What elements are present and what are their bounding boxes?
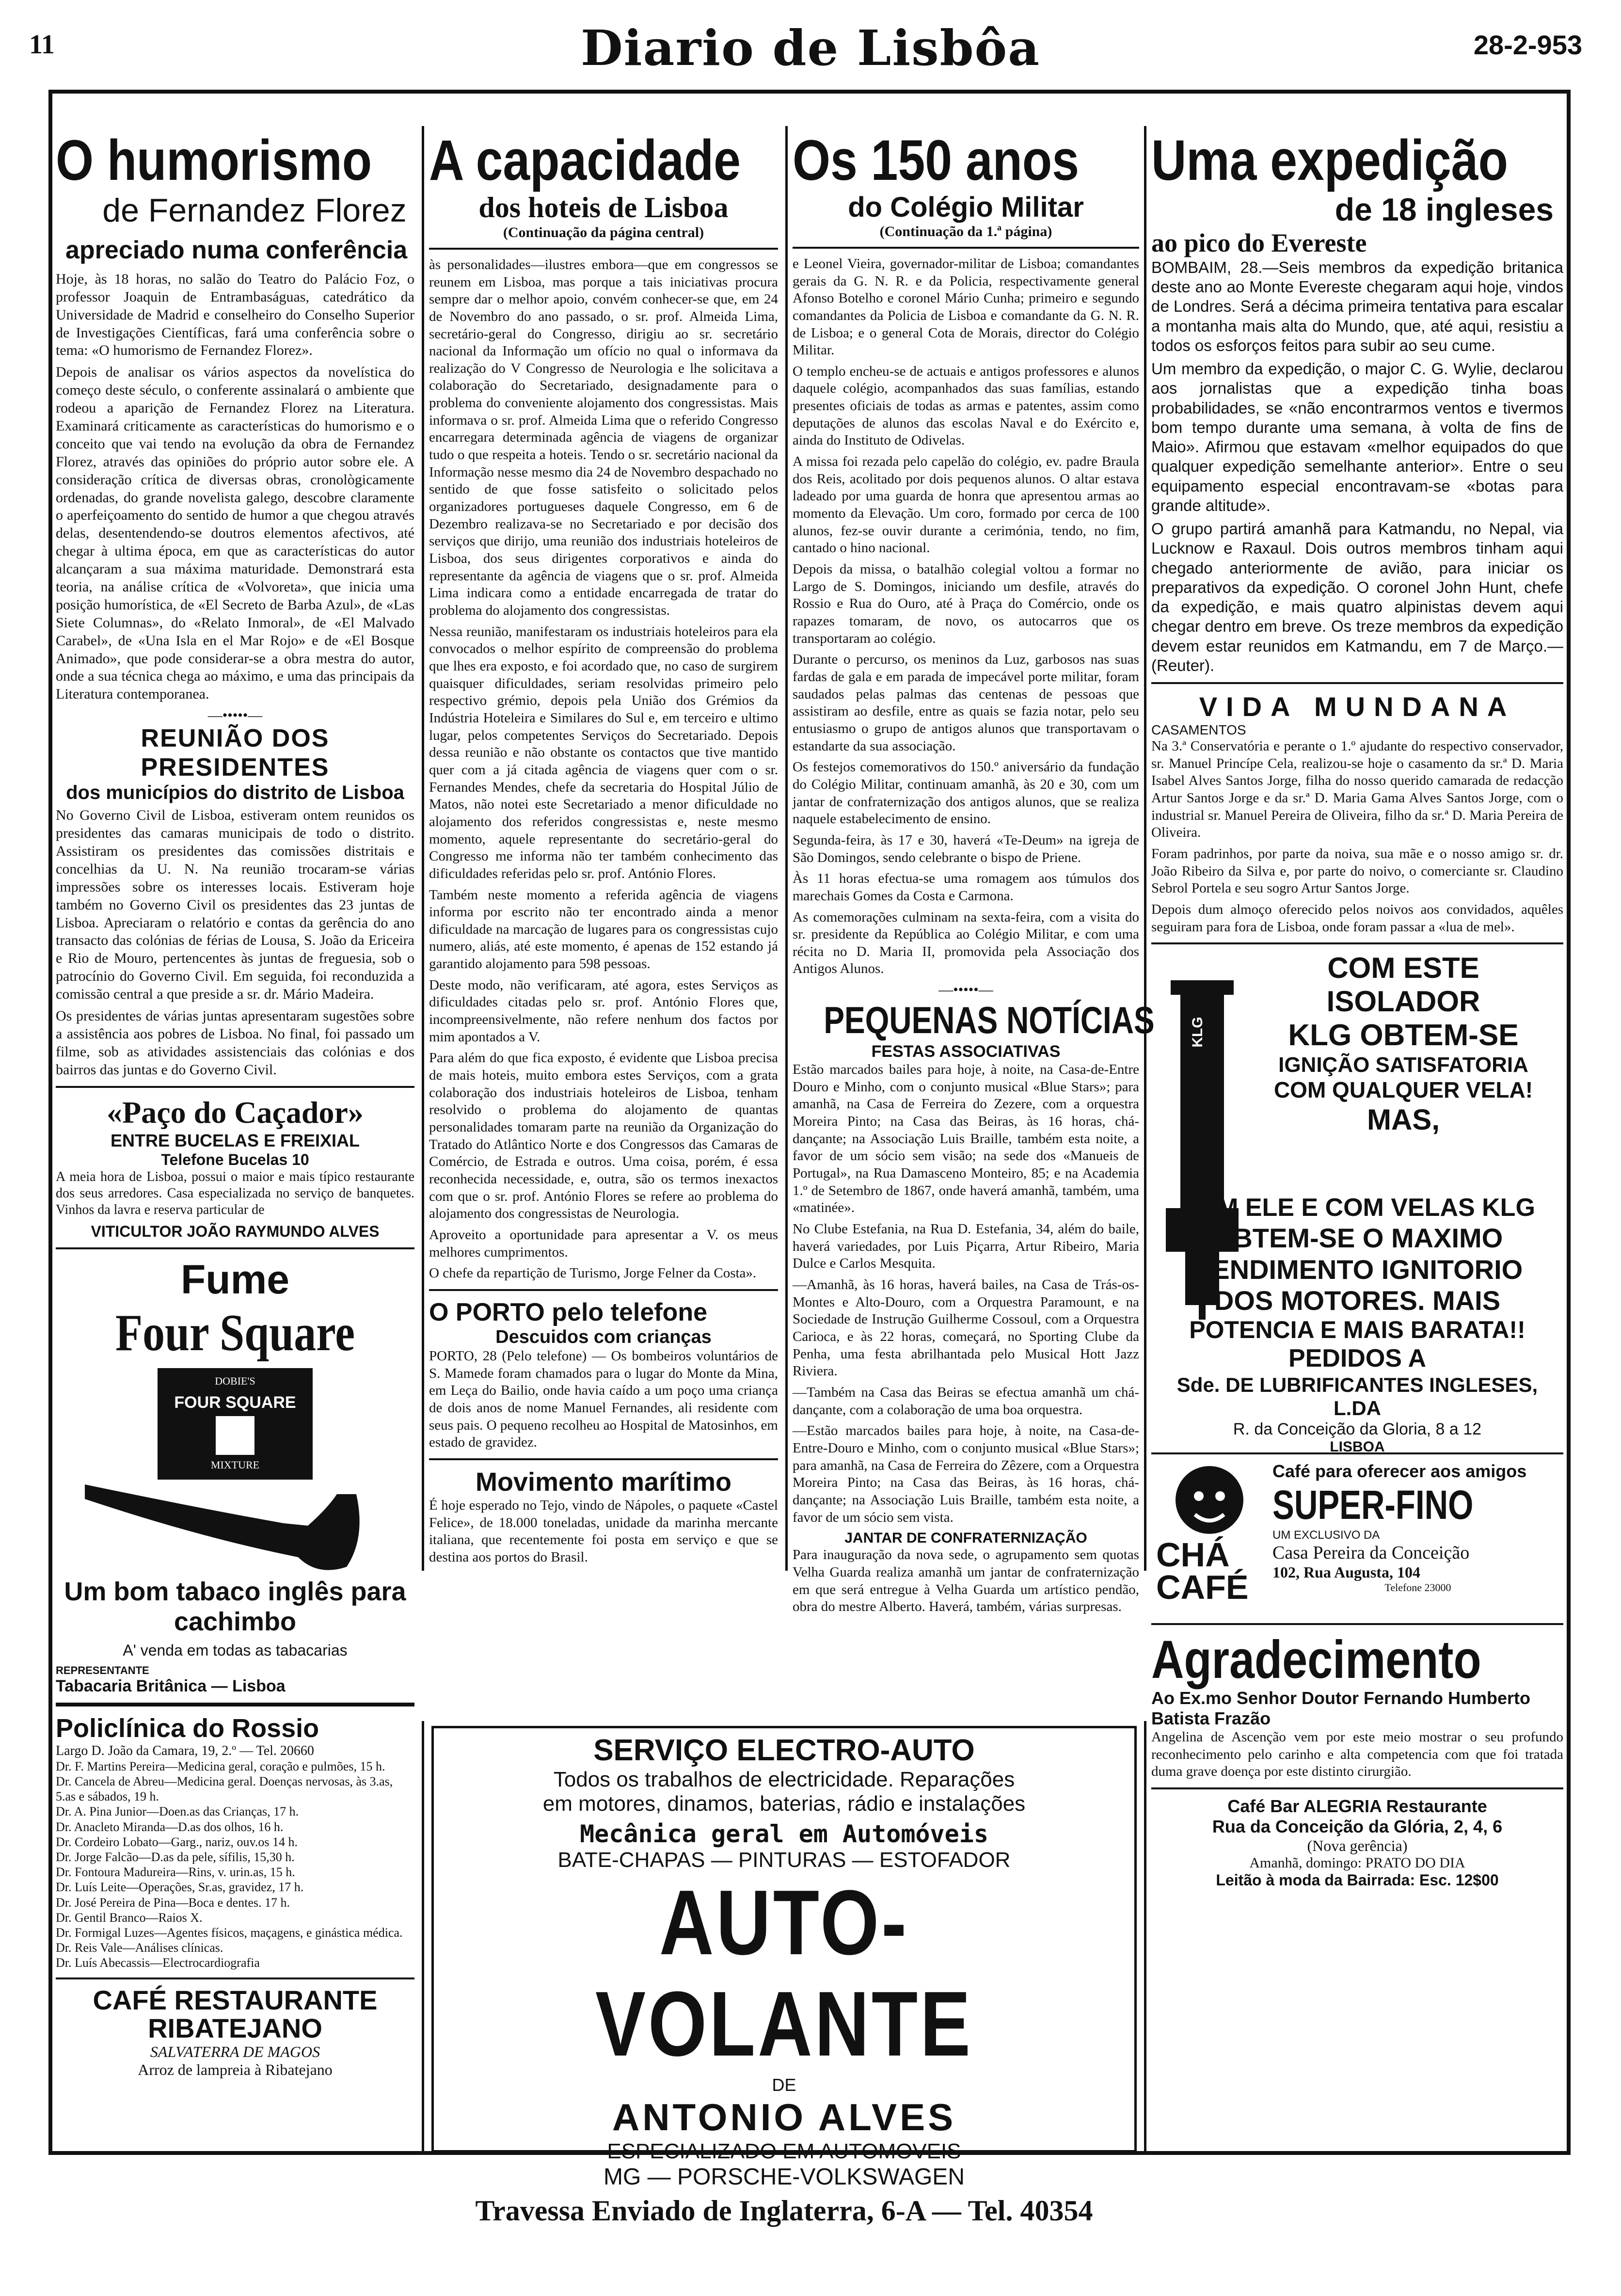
divider-ornament: —•••••—: [938, 982, 993, 998]
klg-line: MAS,: [1367, 1103, 1440, 1136]
klg-line: COM QUALQUER VELA!: [1273, 1077, 1533, 1103]
colegio-paragraph: e Leonel Vieira, governador-militar de Lisboa; comandantes gerais da G. N. R. e da Policia, respectivamente general Afonso Botelho e coronel Mário Cunha; primeiro e segundo comandantes da Policia de Lisboa e comandante da G. N. R. de Lisboa; e o general Cota de Morais, director do Colégio Militar.: [793, 255, 1139, 358]
reuniao-headline: REUNIÃO DOS PRESIDENTES: [141, 724, 330, 782]
capacidade-paragraph: O chefe da repartição de Turismo, Jorge Felner da Costa».: [429, 1265, 757, 1281]
alegria-ad: [1151, 1796, 1563, 1889]
colegio-headline: Os 150 anos: [793, 128, 1079, 192]
cafe-text: CAFÉ: [1156, 1568, 1249, 1606]
klg-line: COM ELE E COM VELAS KLG: [1179, 1194, 1535, 1222]
humorismo-kicker: apreciado numa conferência: [65, 236, 408, 265]
four-square-rep-label: REPRESENTANTE: [56, 1664, 149, 1676]
column-rule: [1144, 1721, 1146, 2152]
doctor-entry: Dr. Luís Leite—Operações, Sr.as, gravidez, 17 h.: [56, 1880, 304, 1895]
policlinica-address: Largo D. João da Camara, 19, 2.º — Tel. 20660: [56, 1743, 314, 1758]
tin-label-top: DOBIE'S: [215, 1374, 255, 1387]
pequenas-headline: PEQUENAS NOTÍCIAS: [824, 999, 1155, 1042]
expedicao-kicker: ao pico do Evereste: [1151, 228, 1367, 257]
divider: [56, 1086, 414, 1088]
doctor-entry: Dr. Luís Abecassis—Electrocardiografia: [56, 1956, 260, 1970]
superfino-copy: [1272, 1461, 1563, 1594]
colegio-paragraph: A missa foi rezada pelo capelão do colégio, ev. padre Braula dos Reis, acolitado por dois pequenos alunos. O altar estava ladeado por uma guarda de honra que apresentou armas ao momento da Elevação. Um coro, formado por cerca de 100 alunos, fez-se ouvir durante a cerimónia, tendo, no fim, cantado o hino nacional.: [793, 454, 1139, 556]
colegio-paragraph: As comemorações culminam na sexta-feira, com a visita do sr. presidente da República ao Colégio Militar, e com uma récita no D. Maria II, promovida pela Associação dos Antigos Alunos.: [793, 909, 1139, 977]
doctor-entry: Dr. F. Martins Pereira—Medicina geral, coração e pulmões, 15 h.: [56, 1759, 385, 1773]
capacidade-paragraph: às personalidades—ilustres embora—que em congressos se reunem em Lisboa, mas porque a tais iniciativas procura sempre dar o melhor apoio, convém conhecer-se que, em 24 de Novembro do ano passado, o sr. prof. Almeida Lima, secretário-geral do Congresso, dirigiu ao sr. secretário nacional da Informação um ofício no qual o informava da realização do V Congresso de Neurologia e lhe solicitava a colaboração do Secretariado, designadamente para o problema do conveniente alojamento dos congressistas. Mais informava o sr. prof. Almeida Lima que o referido Congresso encarregara determinada agência de viagens de organizar tudo o que respeita a hoteis. Tendo o sr. secretário nacional da Informação nesse mesmo dia 24 de Novembro despachado no sentido de que fosse satisfeito o solicitado pelos organizadores portugueses daquele Congresso, em 6 de Dezembro realizava-se no Secretariado e por decisão dos serviços que dirijo, uma reunião dos industriais hoteleiros de Lisboa, dos seus dirigentes corporativos e ainda do representante da agência de viagens que o sr. prof. Almeida Lima indicara como a entidade encarregada de tratar do problema do alojamento dos congressistas.: [429, 256, 778, 619]
divider: [429, 1289, 778, 1291]
pequenas-paragraph: Para inauguração da nova sede, o agrupamento sem quotas Velha Guarda realiza amanhã um jantar de confraternização em que será entregue à Velha Guarda um artístico pendão, obra do mestre Alberto. Haverá, também, várias surpresas.: [793, 1547, 1139, 1615]
four-square-sale: A' venda em todas as tabacarias: [123, 1641, 348, 1659]
ribatejano-title: RIBATEJANO: [148, 2013, 322, 2044]
auto-line: BATE-CHAPAS — PINTURAS — ESTOFADOR: [557, 1848, 1011, 1872]
colegio-subhead: do Colégio Militar: [848, 191, 1084, 223]
auto-line: ESPECIALIZADO EM AUTOMOVEIS: [607, 2139, 961, 2163]
divider: [56, 1247, 414, 1249]
doctor-entry: Dr. José Pereira de Pina—Boca e dentes. 17 h.: [56, 1895, 290, 1910]
auto-line: DE: [772, 2075, 796, 2095]
paco-title: «Paço do Caçador»: [107, 1095, 364, 1130]
porto-headline: O PORTO pelo telefone: [429, 1298, 708, 1326]
porto-subhead: Descuidos com crianças: [495, 1326, 712, 1347]
klg-line: KLG OBTEM-SE: [1288, 1019, 1519, 1052]
colegio-paragraph: O templo encheu-se de actuais e antigos professores e alunos daquele colégio, acompanhados das suas famílias, estando presentes oficiais de todas as armas e patentes, assim como deputações de alunos das escolas Naval e do Exército e, ainda do Instituto de Odivelas.: [793, 363, 1139, 448]
paco-text: A meia hora de Lisboa, possui o maior e mais típico restaurante dos seus arredores. Casa especializada no serviço de banquetes. Vinhos da lavra e reserva particular de: [56, 1169, 414, 1218]
tin-label-mid: FOUR SQUARE: [174, 1393, 296, 1412]
auto-volante-ad: [431, 1726, 1137, 2227]
masthead: [0, 19, 1621, 77]
klg-line: LISBOA: [1330, 1439, 1385, 1455]
auto-line: Mecânica geral em Automóveis: [580, 1820, 988, 1848]
doctor-entry: Dr. A. Pina Junior—Doen.as das Crianças, 17 h.: [56, 1804, 299, 1819]
column-3: [793, 128, 1155, 1620]
alegria-line: Café Bar ALEGRIA Restaurante: [1227, 1796, 1487, 1816]
divider: [56, 1703, 414, 1706]
paco-line: ENTRE BUCELAS E FREIXIAL: [110, 1130, 360, 1150]
vida-paragraph: Depois dum almoço oferecido pelos noivos aos convidados, aquêles seguiram para fora de Lisboa, onde foram passar a «lua de mel».: [1151, 902, 1563, 935]
capacidade-paragraph: Aproveito a oportunidade para apresentar a V. os meus melhores cumprimentos.: [429, 1227, 778, 1260]
expedicao-paragraph: Um membro da expedição, o major C. G. Wylie, declarou aos jornalistas que a expedição tinha boas probabilidades, se «não encontrarmos ventos e tivermos bom tempo durante uma semana, à volta de fins de Maio». Afirmou que estavam «melhor equipados do que qualquer expedição semelhante anterior». Entre o seu equipamento especial encontravam-se «botas para grande altitude».: [1151, 360, 1563, 514]
humorismo-subhead: de Fernandez Florez: [102, 191, 407, 229]
auto-line: ANTONIO ALVES: [612, 2096, 956, 2138]
klg-line: PEDIDOS A: [1288, 1344, 1427, 1372]
four-square-rep: Tabacaria Britânica — Lisboa: [56, 1676, 286, 1695]
column-4: [1151, 128, 1563, 1889]
maritimo-paragraph: É hoje esperado no Tejo, vindo de Nápoles, o paquete «Castel Felice», de 18.000 toneladas, unidade da marinha mercante italiana, que recentemente foi posta em serviço e que se destina aos portos do Brasil.: [429, 1497, 778, 1565]
paco-phone: Telefone Bucelas 10: [161, 1150, 309, 1168]
expedicao-subhead: de 18 ingleses: [1335, 191, 1554, 227]
doctor-entry: Dr. Fontoura Madureira—Rins, v. urin.as, 15 h.: [56, 1865, 295, 1880]
humorismo-paragraph: Hoje, às 18 horas, no salão do Teatro do Palácio Foz, o professor Joaquin de Entrambaságuas, catedrático da Universidade de Madrid e conselheiro do Conselho Superior de Investigações Científicas, fará uma conferência sobre o tema: «O humorismo de Fernandez Florez».: [56, 271, 414, 359]
pequenas-paragraph: No Clube Estefania, na Rua D. Estefania, 34, além do baile, haverá variedades, por Luis Piçarra, Artur Ribeiro, Maria Dulce e Carlos Mesquita.: [793, 1221, 1139, 1272]
alegria-line: Leitão à moda da Bairrada: Esc. 12$00: [1216, 1871, 1499, 1889]
vida-paragraph: Foram padrinhos, por parte da noiva, sua mãe e o nosso amigo sr. dr. João Ribeiro da Silva e, por parte do noivo, o comerciante sr. Claudino Sebrol Portela e seu sogro Artur Santos Jorge.: [1151, 846, 1563, 896]
doctor-entry: Dr. Gentil Branco—Raios X.: [56, 1910, 203, 1925]
divider: [793, 247, 1139, 249]
reuniao-paragraph: No Governo Civil de Lisboa, estiveram ontem reunidos os presidentes das camaras municipais de todo o distrito. Assistiram os presidentes das comissões distritais e concelhias da U. N. Na reunião trocaram-se várias impressões sobre os interesses locais. Estiveram hoje também no Governo Civil os presidentes das 23 juntas de Lisboa. Apreciaram o relatório e contas da gerência do ano transacto das colónias de férias de Lousa, S. João da Ericeira e Rio de Mouro, pertencentes às juntas de freguesia, sob o patrocínio do Governo Civil. Em seguida, foi reconduzida a comissão central a que preside a sr. dr. Mário Madeira.: [56, 807, 414, 1003]
auto-line: SERVIÇO ELECTRO-AUTO: [593, 1734, 975, 1767]
divider-ornament: —•••••—: [207, 707, 263, 724]
klg-line: POTENCIA E MAIS BARATA!!: [1189, 1316, 1526, 1344]
colegio-paragraph: Segunda-feira, às 17 e 30, haverá «Te-Deum» na igreja de São Domingos, sendo celebrante o bispo de Priene.: [793, 832, 1139, 865]
auto-line: em motores, dinamos, baterias, rádio e instalações: [542, 1792, 1026, 1816]
agradecimento-headline: Agradecimento: [1151, 1630, 1481, 1690]
klg-line: Sde. DE LUBRIFICANTES INGLESES, L.DA: [1176, 1373, 1538, 1419]
superfino-shop: Casa Pereira da Conceição: [1272, 1543, 1470, 1563]
superfino-addr: 102, Rua Augusta, 104: [1272, 1563, 1420, 1581]
agradecimento-to: Ao Ex.mo Senhor Doutor Fernando Humberto Batista Frazão: [1151, 1688, 1531, 1728]
alegria-line: Amanhã, domingo: PRATO DO DIA: [1249, 1854, 1465, 1871]
agradecimento-paragraph: Angelina de Ascenção vem por este meio mostrar o seu profundo reconhecimento pelo carinho e alta competencia com que foi tratada duma grave doença por este distinto cirurgião.: [1151, 1729, 1563, 1780]
vida-section: CASAMENTOS: [1151, 722, 1246, 738]
alegria-line: Rua da Conceição da Glória, 2, 4, 6: [1212, 1816, 1503, 1836]
column-rule: [1144, 126, 1146, 1571]
policlinica-title: Policlínica do Rossio: [56, 1713, 319, 1743]
capacidade-paragraph: Deste modo, não verificaram, até agora, estes Serviços as dificuldades citadas pelo sr. prof. António Flores que, incompreensivelmente, não refere nenhum dos factos por mim apontados a V.: [429, 977, 778, 1045]
klg-line: ISOLADOR: [1326, 985, 1480, 1018]
expedicao-headline: Uma expedição: [1151, 128, 1508, 192]
plug-label: KLG: [1190, 1017, 1206, 1048]
ribatejano-title: CAFÉ RESTAURANTE: [93, 1984, 378, 2015]
pequenas-paragraph: —Estão marcados bailes para hoje, à noite, na Casa-de-Entre-Douro e Minho, com o conjunto musical «Blue Stars»; para amanhã, na Casa de Ferreira do Zêzere, com a Orquestra Moreira Pinto; na Casa das Beiras, às 16 horas, chá-dançante; na Associação Luis Braille, também esta noite, a favor de um sócio sem vista.: [793, 1423, 1139, 1525]
divider: [56, 1977, 414, 1979]
superfino-excl: UM EXCLUSIVO DA: [1272, 1529, 1380, 1542]
vida-paragraph: Na 3.ª Conservatória e perante o 1.º ajudante do respectivo conservador, sr. Manuel Princípe Cela, realizou-se hoje o casamento da sr.ª D. Maria Isabel Alves Santos Jorge, filha do nosso querido camarada de redacção Artur Santos Jorge e da sr.ª D. Maria Gama Alves Santos Jorge, com o industrial sr. Manuel Pereira de Oliveira, filho da sr.ª D. Maria Pereira de Oliveira.: [1151, 738, 1563, 841]
klg-line: IGNIÇÃO SATISFATORIA: [1278, 1052, 1528, 1077]
klg-line: COM ESTE: [1327, 952, 1479, 985]
divider: [1151, 682, 1563, 684]
alegria-line: (Nova gerência): [1307, 1836, 1408, 1854]
column-1: [56, 128, 414, 2079]
policlinica-ad: [56, 1713, 414, 1971]
column-rule: [422, 1721, 424, 2152]
auto-volante-brand: AUTO-VOLANTE: [595, 1871, 973, 2075]
colegio-paragraph: Os festejos comemorativos do 150.º aniversário da fundação do Colégio Militar, continuam amanhã, às 20 e 30, com um jantar de confraternização dos antigos alunos, que se realiza naquele estabelecimento de ensino.: [793, 759, 1139, 827]
doctor-entry: Dr. Jorge Falcão—D.as da pele, sífilis, 15,30 h.: [56, 1850, 295, 1865]
klg-line: RENDIMENTO IGNITORIO: [1192, 1254, 1523, 1285]
column-2: [429, 128, 778, 1570]
cha-cafe-logo: [1156, 1536, 1249, 1606]
capacidade-paragraph: Nessa reunião, manifestaram os industriais hoteleiros para ela convocados o melhor espírito de compreensão do problema que lhes era exposto, e foi acordado que, no caso de surgirem quaisquer dificuldades, seriam resolvidas primeiro pelo respectivo grémio, depois pela União dos Grémios da Indústria Hoteleira e Similares do Sul e, em terceiro e ultimo lugar, pelos competentes Serviços do Secretariado. Depois dessa reunião e não obstante os contactos que tive mantido quer com a já citada agência de viagens quer com o sr. Fernandes Mendes, chefe da secretaria do Hospital Júlio de Matos, não notei este Secretariado a menor dificuldade no alojamento dos referidos congressistas e, neste mesmo momento, aquele representante do secretário-geral do Congresso me informa não ter também conhecimento das dificuldades referidas pelo sr. prof. António Flores.: [429, 623, 778, 881]
reuniao-subhead: dos municípios do distrito de Lisboa: [66, 782, 404, 804]
four-square-ad: [56, 1256, 414, 1696]
divider: [1151, 1623, 1563, 1625]
divider: [1151, 1787, 1563, 1789]
column-rule: [422, 126, 424, 1571]
four-square-brand: Four Square: [115, 1304, 355, 1362]
superfino-tel: Telefone 23000: [1384, 1581, 1451, 1594]
maritimo-headline: Movimento marítimo: [475, 1467, 732, 1497]
doctor-entry: Dr. Formigal Luzes—Agentes físicos, maçagens, e ginástica médica.: [56, 1925, 403, 1940]
capacidade-cont: (Continuação da página central): [503, 224, 704, 240]
reuniao-paragraph: Os presidentes de várias juntas apresentaram sugestões sobre a assistência aos pobres de Lisboa. No final, foi passado um filme, sob as atividades assistenciais das colónias e dos bairros das juntas e do Governo Civil.: [56, 1008, 414, 1078]
pequenas-subhead: FESTAS ASSOCIATIVAS: [871, 1042, 1061, 1061]
cha-text: CHÁ: [1156, 1536, 1230, 1574]
klg-line: DOS MOTORES. MAIS: [1214, 1285, 1501, 1316]
colegio-cont: (Continuação da 1.ª página): [879, 223, 1052, 239]
doctor-entry: Dr. Reis Vale—Análises clínicas.: [56, 1941, 223, 1955]
tin-label-bottom: MIXTURE: [210, 1458, 260, 1471]
doctor-list: [56, 1759, 414, 1971]
column-rule: [785, 126, 788, 1571]
cafe-ribatejano-ad: [56, 1986, 414, 2079]
pipe-illustration: [56, 1363, 414, 1577]
pequenas-paragraph: —Amanhã, às 16 horas, haverá bailes, na Casa de Trás-os-Montes e Alto-Douro, com a Orquestra Paramount, e na Sociedade de Instrução Guilherme Cossoul, com a Orquestra Carioca, e às 22 horas, começará, no Sporting Clube da Penha, uma festa abrilhantada pelo Musical Hott Jazz Riviera.: [793, 1277, 1139, 1379]
divider: [429, 248, 778, 250]
divider: [429, 1458, 778, 1460]
paco-owner: VITICULTOR JOÃO RAYMUNDO ALVES: [91, 1222, 380, 1240]
colegio-paragraph: Às 11 horas efectua-se uma romagem aos túmulos dos marechais Gomes da Costa e Carmona.: [793, 871, 1139, 904]
humorismo-headline: O humorismo: [56, 128, 372, 192]
doctor-entry: Dr. Anacleto Miranda—D.as dos olhos, 16 h.: [56, 1819, 284, 1834]
expedicao-paragraph: BOMBAIM, 28.—Seis membros da expedição britanica deste ano ao Monte Evereste chegaram aqui hoje, vindos de Londres. Será a décima primeira tentativa para escalar a montanha mais alta do Mundo, que, até aqui, resistiu a todos os esforços feitos para subir ao seu cume.: [1151, 258, 1563, 354]
klg-copy-lower: [1151, 1194, 1563, 1455]
pequenas-paragraph: Estão marcados bailes para hoje, à noite, na Casa-de-Entre Douro e Minho, com o conjunto musical «Blue Stars»; para amanhã, na Casa de Ferreira do Zezere, com a orquestra Moreira Pinto; na Casa das Beiras, às 16 horas, chá-dançante; na Associação Luis Braille, também esta noite, a favor de um sócio sem visão; na sede dos «Manueis de Portugal», na Rua Damasceno Monteiro, 85; e na Academia 1.º de Setembro de 1867, onde haverá amanhã, também, uma «matinée».: [793, 1062, 1139, 1216]
vida-headline: VIDA MUNDANA: [1199, 691, 1516, 722]
porto-paragraph: PORTO, 28 (Pelo telefone) — Os bombeiros voluntários de S. Mamede foram chamados para o lugar do Monte da Mina, em Leça do Bailio, onde havia caído a um poço uma criança de dois anos de nome Manuel Fernandes, ali residente com seus pais. O pequeno recolheu ao Hospital de Matosinhos, em estado de gravidez.: [429, 1348, 778, 1451]
superfino-ad: [1151, 1461, 1563, 1616]
capacidade-paragraph: Para além do que fica exposto, é evidente que Lisboa precisa de mais hoteis, muito embora estes Serviços, com a grata colaboração dos industriais hoteleiros de Lisboa, tenham resolvido o problema do alojamento de quantas personalidades tomaram parte na reunião da Organização do Tratado do Atlântico Norte e dos Congressos das Camaras de Comércio, de Estrada e outros. Uma coisa, porém, é essa reconhecida necessidade, e, outra, são os termos inexactos com que o sr. prof. António Flores se refere ao problema do alojamento dos congressistas de Neurologia.: [429, 1050, 778, 1222]
superfino-top: Café para oferecer aos amigos: [1272, 1461, 1527, 1482]
pipe-icon: [56, 1363, 414, 1577]
pequenas-paragraph: —Também na Casa das Beiras se efectua amanhã um chá-dançante, com a colaboração de uma boa orquestra.: [793, 1384, 1139, 1418]
auto-line: MG — PORSCHE-VOLKSWAGEN: [604, 2164, 965, 2190]
capacidade-headline: A capacidade: [429, 128, 741, 192]
paco-ad: [56, 1095, 414, 1241]
auto-line: Travessa Enviado de Inglaterra, 6-A — Tel. 40354: [475, 2195, 1093, 2227]
doctor-entry: Dr. Cancela de Abreu—Medicina geral. Doenças nervosas, às 3.as, 5.as e sábados, 19 h.: [56, 1774, 393, 1804]
klg-line: R. da Conceição da Gloria, 8 a 12: [1233, 1420, 1482, 1439]
ribatejano-place: SALVATERRA DE MAGOS: [150, 2043, 320, 2061]
four-square-tagline: Um bom tabaco inglês para cachimbo: [64, 1577, 406, 1636]
doctor-entry: Dr. Cordeiro Lobato—Garg., nariz, ouv.os 14 h.: [56, 1834, 298, 1849]
klg-line: OBTEM-SE O MAXIMO: [1211, 1223, 1503, 1254]
jantar-title: JANTAR DE CONFRATERNIZAÇÃO: [844, 1530, 1087, 1547]
humorismo-paragraph: Depois de analisar os vários aspectos da novelística do começo deste século, o conferente assinalará o ambiente que rodeou a aparição de Fernandez Florez na Literatura. Examinará criticamente as características do humorismo e o conceito que vai tendo na evolução da obra de Fernandez Florez, através das opiniões do próprio autor sobre ele. A consideração crítica de diversas obras, cronològicamente ordenadas, do grande novelista galego, descobre claramente o aperfeiçoamento do sentido de humor a que chegou através delas, desentendendo-se doutros elementos afectivos, até chegar à ultima época, em que as características do autor alcançaram a sua máxima maturidade. Demonstrará esta teoria, na análise crítica de «Volvoreta», que inicia uma posição humorística, de «El Secreto de Barba Azul», de «Las Siete Columnas», do «Relato Inmoral», de «El Malvado Carabel», de «Una Isla en el Mar Rojo» e de «El Bosque Animado», que pode considerar-se a obra mestra do autor, onde a sua técnica chega ao máximo, e uma das principais da Literatura contemporanea.: [56, 364, 414, 702]
capacidade-subhead: dos hoteis de Lisboa: [478, 191, 729, 223]
four-square-fume: Fume: [180, 1256, 290, 1302]
capacidade-paragraph: Também neste momento a referida agência de viagens informa por escrito não ter encontrado ainda a menor dificuldade na marcação de lugares para os congressistas cujo numero, aliás, até este momento, é apenas de 152 estando já garantido alojamento para 598 pessoas.: [429, 887, 778, 972]
newspaper-title: Diario de Lisbôa: [580, 19, 1041, 77]
colegio-paragraph: Durante o percurso, os meninos da Luz, garbosos nas suas fardas de gala e em parada de impecável porte militar, foram saudados pelas palmas das centenas de pessoas que assistiram ao desfile, entre as quais se fazia notar, pelo seu entusiasmo o grupo de antigos alunos que transportavam o estandarte da sua associação.: [793, 652, 1139, 754]
ribatejano-dish: Arroz de lampreia à Ribatejano: [138, 2061, 333, 2079]
divider: [1151, 942, 1563, 944]
colegio-paragraph: Depois da missa, o batalhão colegial voltou a formar no Largo de S. Domingos, iniciando um desfile, através do Rossio e Rua do Ouro, até à Praça do Comércio, onde os rapazes tomaram, de novo, os autocarros que os transportaram ao colégio.: [793, 561, 1139, 646]
issue-date: 28-2-953: [1473, 30, 1582, 60]
klg-ad: [1151, 951, 1563, 1455]
expedicao-paragraph: O grupo partirá amanhã para Katmandu, no Nepal, via Lucknow e Raxaul. Dois outros membros tinham aqui chegado anteriormente de avião, para iniciar os preparativos da expedição. O coronel John Hunt, chefe da expedição, e mais quatro alpinistas devem aqui chegar dentro em breve. Os treze membros da expedição devem estar reunidos em Katmandu, em 7 de Março.—(Reuter).: [1151, 520, 1563, 674]
auto-line: Todos os trabalhos de electricidade. Reparações: [553, 1768, 1015, 1791]
klg-copy: [1248, 951, 1558, 1136]
page-number: 11: [29, 30, 55, 60]
superfino-brand: SUPER-FINO: [1272, 1482, 1474, 1528]
